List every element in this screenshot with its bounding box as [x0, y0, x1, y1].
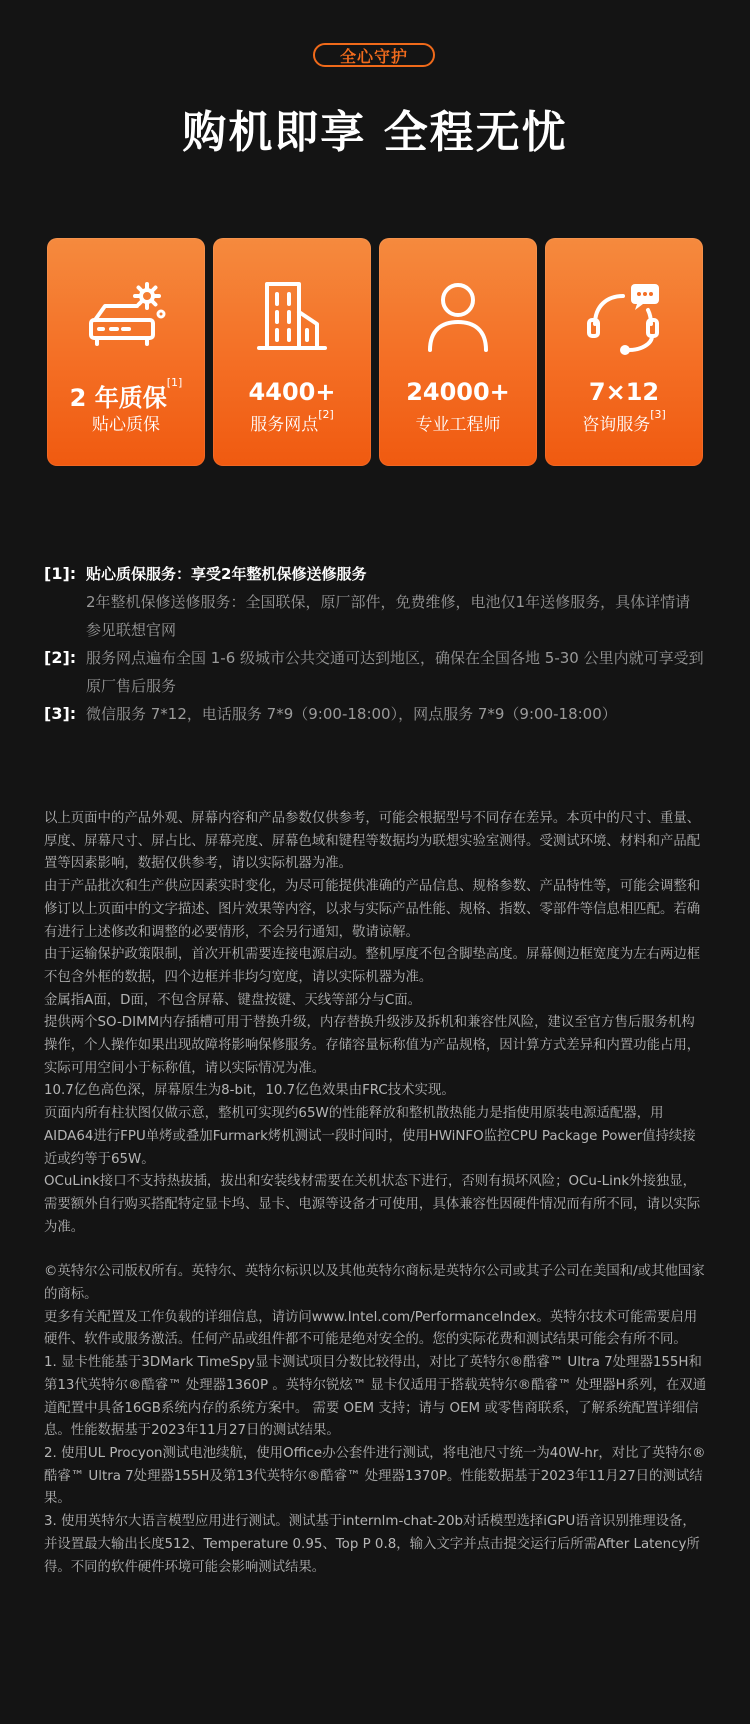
engineers-card: [379, 238, 537, 466]
warranty-card: [47, 238, 205, 466]
service-points-value: 4400+: [248, 378, 336, 406]
mini-pc-gear-icon: [47, 278, 205, 358]
building-icon: [213, 278, 371, 358]
footnote-tag: [2]:: [44, 648, 77, 667]
page-title: 购机即享 全程无忧: [182, 107, 568, 158]
warranty-value: 2 年质保: [69, 384, 167, 412]
headset-chat-icon: [545, 278, 703, 358]
warranty-footnote-ref: [1]: [166, 376, 183, 389]
footnote-tag: [1]:: [44, 564, 77, 583]
footnote-text: 服务网点遍布全国 1-6 级城市公共交通可达到地区，确保在全国各地 5-30 公里内就可享受到原厂售后服务: [86, 649, 704, 695]
disclaimer-paragraph: 提供两个SO-DIMM内存插槽可用于替换升级，内存替换升级涉及拆机和兼容性风险，建议至官方售后服务机构操作，个人操作如果出现故障将影响保修服务。存储容量标称值为产品规格，因计算方式差异和内置功能占用，实际可用空间小于标称值，请以实际情况为准。: [44, 1015, 701, 1076]
footnote-title: 贴心质保服务：享受2年整机保修送修服务: [86, 565, 367, 583]
intel-disclaimer-paragraph: ©英特尔公司版权所有。英特尔、英特尔标识以及其他英特尔商标是英特尔公司或其子公司在美国和/或其他国家的商标。: [44, 1264, 705, 1303]
service-points-label: 服务网点: [250, 415, 319, 435]
disclaimer-paragraph: 页面内所有柱状图仅做示意，整机可实现约65W的性能释放和整机散热能力是指使用原装电源适配器，用AIDA64进行FPU单烤或叠加Furmark烤机测试一段时间时，使用HWiNFO监控CPU Package Power值持续接近或约等于65W。: [44, 1106, 696, 1167]
disclaimer-paragraph: 10.7亿色高色深，屏幕原生为8-bit，10.7亿色效果由FRC技术实现。: [44, 1083, 455, 1099]
service-points-footnote-ref: [2]: [318, 408, 334, 421]
footnote-item: [44, 700, 704, 728]
service-cards: [47, 238, 703, 466]
intel-disclaimer-paragraph: 更多有关配置及工作负载的详细信息，请访问www.Intel.com/PerformanceIndex。英特尔技术可能需要启用硬件、软件或服务激活。任何产品或组件都不可能是绝对安全的。您的实际花费和测试结果可能会有所不同。: [44, 1309, 698, 1348]
service-points-card: [213, 238, 371, 466]
consulting-value: 7×12: [588, 378, 660, 406]
footnote-item: [44, 560, 704, 644]
section-badge: 全心守护: [313, 43, 435, 67]
disclaimer-paragraph: OCuLink接口不支持热拔插，拔出和安装线材需要在关机状态下进行，否则有损坏风险；OCu-Link外接独显，需要额外自行购买搭配特定显卡坞、显卡、电源等设备才可使用，具体兼容性因硬件情况而有所不同，请以实际为准。: [44, 1174, 701, 1235]
consulting-footnote-ref: [3]: [650, 408, 666, 421]
disclaimer: [44, 808, 708, 1579]
disclaimer-paragraph: 以上页面中的产品外观、屏幕内容和产品参数仅供参考，可能会根据型号不同存在差异。本页中的尺寸、重量、厚度、屏幕尺寸、屏占比、屏幕亮度、屏幕色域和键程等数据均为联想实验室测得。受测试环境、材料和产品配置等因素影响，数据仅供参考，请以实际机器为准。: [44, 811, 701, 872]
intel-disclaimer-paragraph: 1. 显卡性能基于3DMark TimeSpy显卡测试项目分数比较得出，对比了英特尔®酷睿™ Ultra 7处理器155H和第13代英特尔®酷睿™ 处理器1360P 。英特尔锐炫™ 显卡仅适用于搭载英特尔®酷睿™ 处理器H系列，在双通道配置中具备16GB系统内存的系统方案中。 需要 OEM 支持；请与 OEM 或零售商联系，了解系统配置详细信息。性能数据基于2023年11月27日的测试结果。: [44, 1355, 707, 1439]
engineers-label: 专业工程师: [415, 415, 501, 435]
footnotes: [44, 560, 704, 728]
engineer-person-icon: [379, 278, 537, 358]
disclaimer-paragraph: 金属指A面，D面，不包含屏幕、键盘按键、天线等部分与C面。: [44, 992, 421, 1008]
intel-disclaimer-paragraph: 2. 使用UL Procyon测试电池续航，使用Office办公套件进行测试，将电池尺寸统一为40W-hr，对比了英特尔®酷睿™ Ultra 7处理器155H及第13代英特尔®酷睿™ 处理器1370P。性能数据基于2023年11月27日的测试结果。: [44, 1445, 706, 1507]
consulting-card: [545, 238, 703, 466]
intel-disclaimer-paragraph: 3. 使用英特尔大语言模型应用进行测试。测试基于internlm-chat-20b对话模型选择iGPU语音识别推理设备，并设置最大输出长度512、Temperature 0.95、Top P 0.8，输入文字并点击提交运行后所需After Latency所得。不同的软件硬件环境可能会影响测试结果。: [44, 1514, 700, 1575]
footnote-text: 2年整机保修送修服务：全国联保，原厂部件，免费维修，电池仅1年送修服务，具体详情请参见联想官网: [86, 593, 691, 639]
disclaimer-paragraph: 由于产品批次和生产供应因素实时变化，为尽可能提供准确的产品信息、规格参数、产品特性等，可能会调整和修订以上页面中的文字描述、图片效果等内容，以求与实际产品性能、规格、指数、零部件等信息相匹配。若确有进行上述修改和调整的必要情形，不会另行通知，敬请谅解。: [44, 879, 701, 940]
footnote-item: [44, 644, 704, 700]
consulting-label: 咨询服务: [582, 415, 651, 435]
footnote-tag: [3]:: [44, 704, 77, 723]
engineers-value: 24000+: [406, 378, 510, 406]
footnote-text: 微信服务 7*12，电话服务 7*9（9:00-18:00），网点服务 7*9（9:00-18:00）: [86, 705, 617, 723]
warranty-label: 贴心质保: [92, 415, 160, 435]
disclaimer-paragraph: 由于运输保护政策限制，首次开机需要连接电源启动。整机厚度不包含脚垫高度。屏幕侧边框宽度为左右两边框不包含外框的数据，四个边框并非均匀宽度，请以实际机器为准。: [44, 947, 701, 985]
